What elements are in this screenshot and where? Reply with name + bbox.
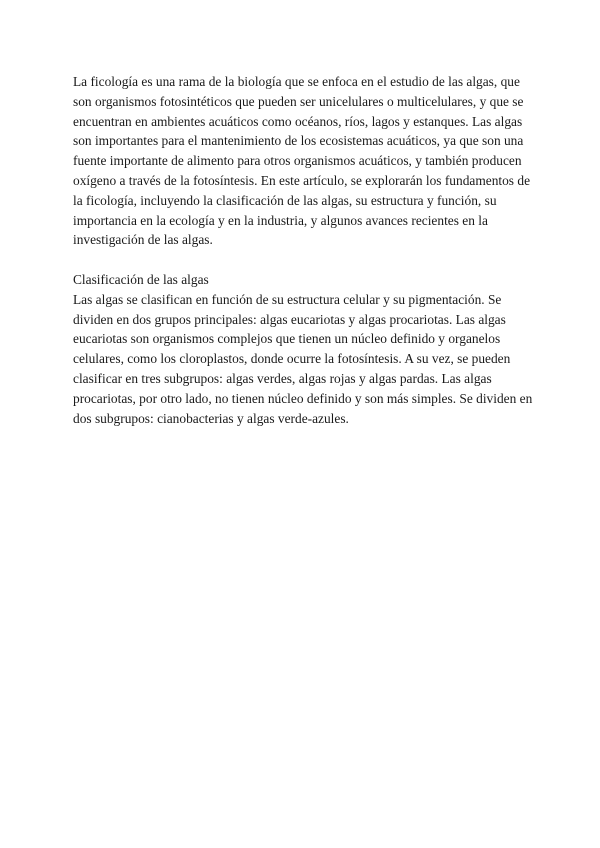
intro-paragraph: La ficología es una rama de la biología que se enfoca en el estudio de las algas, que son organismos fotosintéticos que pueden ser unicelulares o multicelulares, y que se encuentran en ambientes acuáticos como océanos, ríos, lagos y estanques. Las algas son importantes para el mantenimiento de los ecosistemas acuáticos, ya que son una fuente importante de alimento para otros organismos acuáticos, y también producen oxígeno a través de la fotosíntesis. En este artículo, se explorarán los fundamentos de la ficología, incluyendo la clasificación de las algas, su estructura y función, su importancia en la ecología y en la industria, y algunos avances recientes en la investigación de las algas. xyxy=(73,74,531,248)
section-heading: Clasificación de las algas xyxy=(73,271,209,287)
document-body xyxy=(73,72,533,428)
section-paragraph: Las algas se clasifican en función de su estructura celular y su pigmentación. Se dividen en dos grupos principales: algas eucariotas y algas procariotas. Las algas eucariotas son organismos complejos que tienen un núcleo definido y organelos celulares, como los cloroplastos, donde ocurre la fotosíntesis. A su vez, se pueden clasificar en tres subgrupos: algas verdes, algas rojas y algas pardas. Las algas procariotas, por otro lado, no tienen núcleo definido y son más simples. Se dividen en dos subgrupos: cianobacterias y algas verde-azules. xyxy=(73,291,533,426)
